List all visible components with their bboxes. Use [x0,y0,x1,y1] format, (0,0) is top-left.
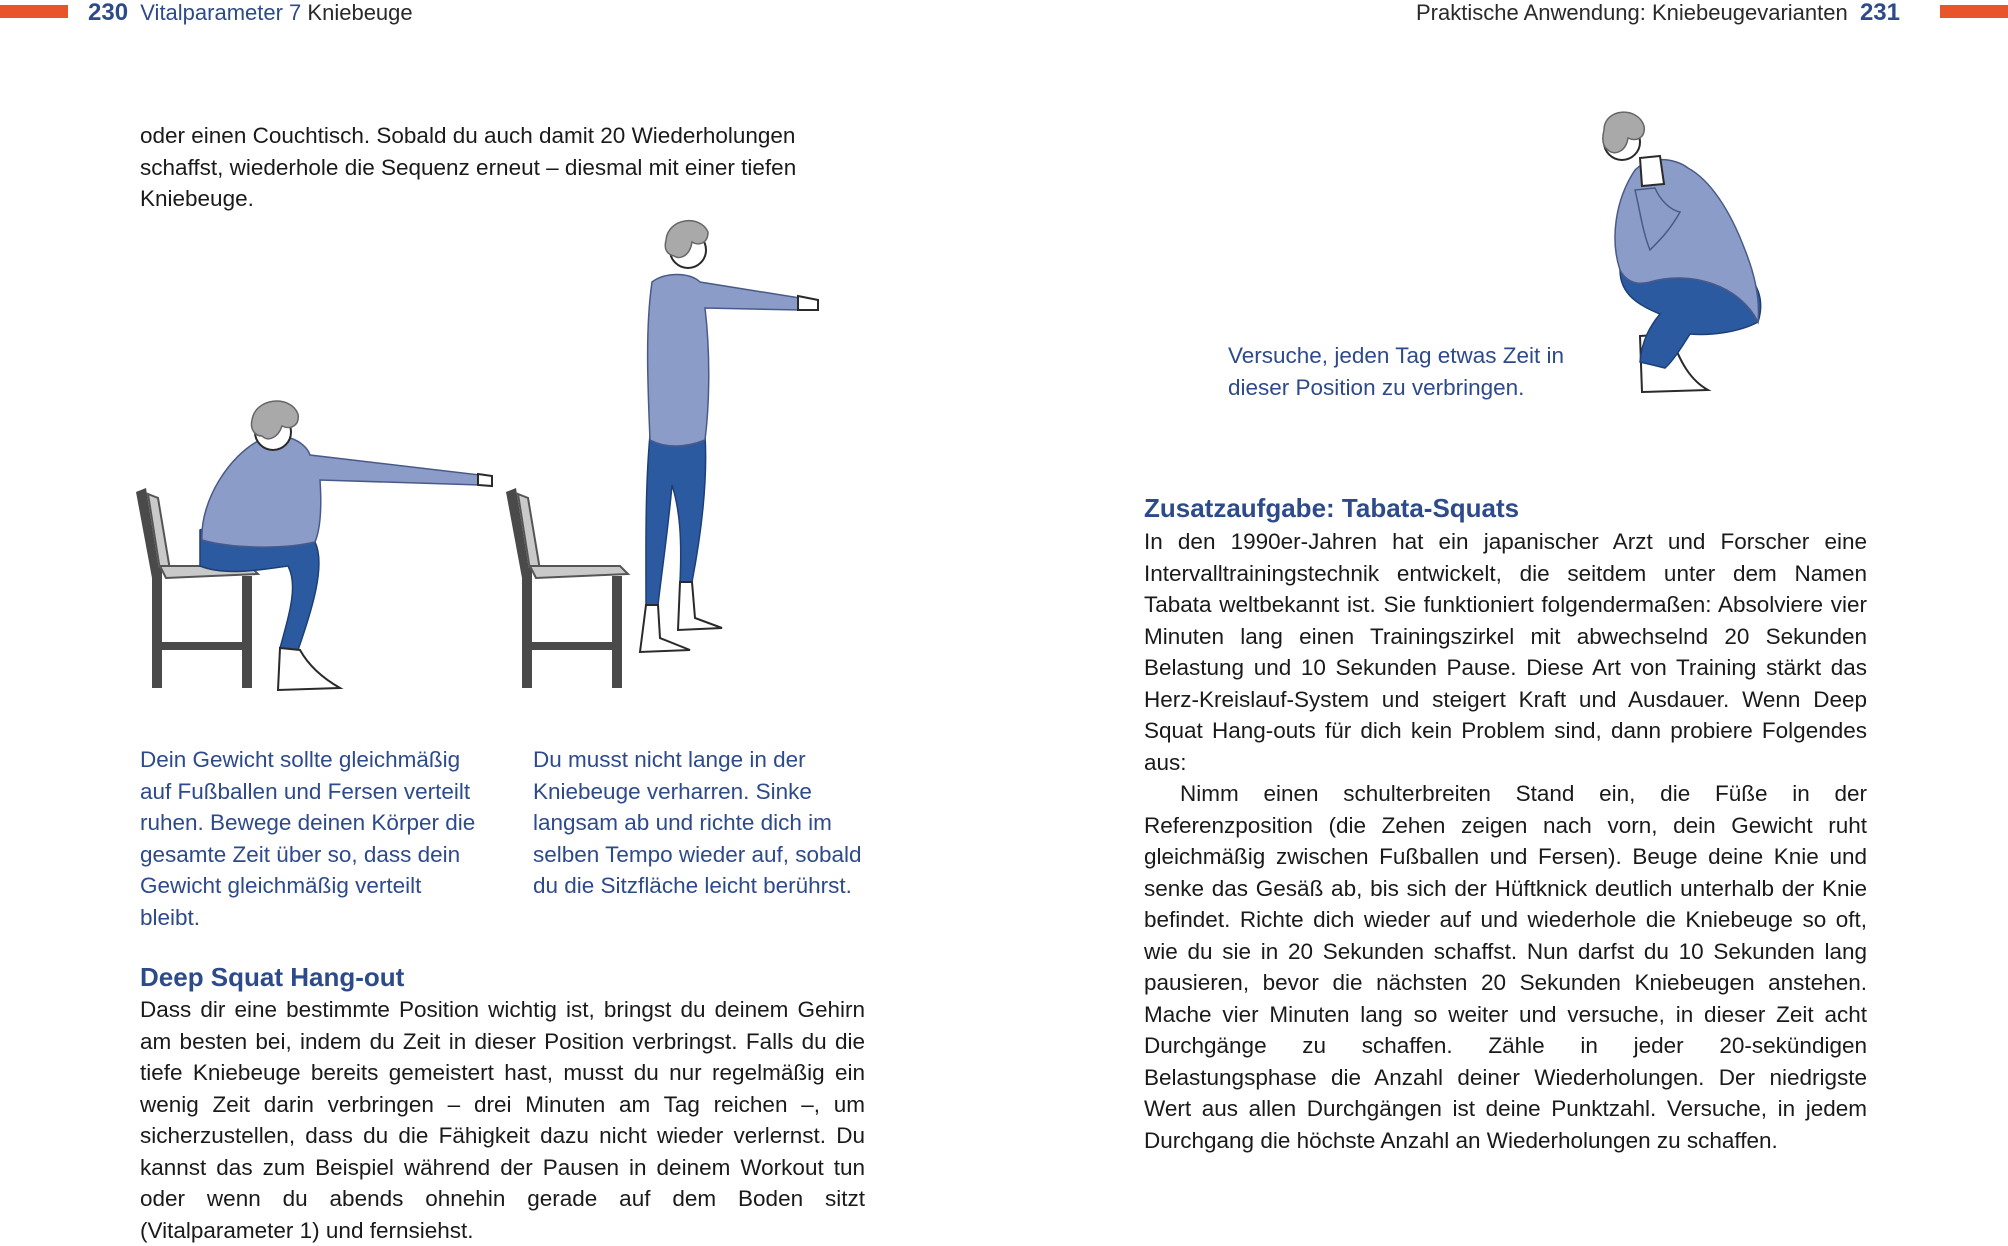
tabata-text [1144,526,1867,1156]
header-left [88,0,413,26]
page-number-left: 230 [88,0,129,26]
caption-deep-squat: Versuche, jeden Tag etwas Zeit in dieser Position zu verbringen. [1228,343,1565,400]
illustration-standing-squat [500,210,870,700]
illustration-deep-squat [1580,100,1780,400]
chapter-title: Kniebeuge [307,0,413,25]
header-right [1416,0,1900,26]
accent-bar-right [1940,5,2008,18]
heading-tabata: Zusatzaufgabe: Tabata-Squats [1144,493,1520,523]
deep-squat-paragraph: Dass dir eine bestimmte Position wichtig ist, bringst du deinem Gehirn am besten bei, indem du Zeit in dieser Position verbringst. Falls du die tiefe Kniebeuge bereits gemeistert hast, musst du nur regelmäßig ein wenig Zeit darin verbringen – drei Minuten am Tag reichen –, um sicherzustellen, dass du die Fähigkeit dazu nicht wieder verlernst. Du kannst das zum Beispiel während der Pausen in deinem Workout tun oder wenn du abends ohnehin gerade auf dem Boden sitzt (Vitalparameter 1) und fernsiehst. [140,997,865,1243]
caption-chair-squat: Dein Gewicht sollte gleichmäßig auf Fußballen und Fersen verteilt ruhen. Bewege deinen Körper die gesamte Zeit über so, dass dein Gewicht gleichmäßig verteilt bleibt. [140,747,476,930]
chapter-label: Vitalparameter 7 [140,0,302,25]
page-number-right: 231 [1859,0,1900,26]
tabata-paragraph-1: In den 1990er-Jahren hat ein japanischer Arzt und Forscher eine Intervalltrainingstechnik entwickelt, die seitdem unter dem Namen Tabata weltbekannt ist. Sie funktioniert folgendermaßen: Absolviere vier Minuten lang einen Trainingszirkel mit abwechselnd 20 Sekunden Belastung und 10 Sekunden Pause. Diese Art von Training stärkt das Herz-Kreislauf-System und steigert Kraft und Ausdauer. Wenn Deep Squat Hang-outs für dich kein Problem sind, dann probiere Folgendes aus: [1144,529,1867,775]
intro-paragraph: oder einen Couchtisch. Sobald du auch damit 20 Wiederholungen schaffst, wiederhole die Sequenz erneut – diesmal mit einer tiefen Kniebeuge. [140,123,797,211]
section-title-right: Praktische Anwendung: Kniebeugevarianten [1415,0,1848,25]
heading-deep-squat: Deep Squat Hang-out [140,962,405,992]
illustration-chair-squat [130,380,500,700]
tabata-paragraph-2: Nimm einen schulterbreiten Stand ein, die Füße in der Referenzposition (die Zehen zeigen nach vorn, dein Gewicht ruht gleichmäßig zwischen Fußballen und Fersen). Beuge deine Knie und senke das Gesäß ab, bis sich der Hüftknick deutlich unterhalb der Knie befindet. Richte dich wieder auf und wiederhole die Kniebeuge so oft, wie du sie in 20 Sekunden schaffst. Nun darfst du 10 Sekunden lang pausieren, bevor die nächsten 20 Sekunden Kniebeugen anstehen. Mache vier Minuten lang so weiter und versuche, in dieser Zeit acht Durchgänge zu schaffen. Zähle in jeder 20-sekündigen Belastungsphase die Anzahl deiner Wiederholungen. Der niedrigste Wert aus allen Durchgängen ist deine Punktzahl. Versuche, in jedem Durchgang die höchste Anzahl an Wiederholungen zu schaffen. [1144,781,1867,1153]
caption-standing-squat: Du musst nicht lange in der Kniebeuge verharren. Sinke langsam ab und richte dich im selben Tempo wieder auf, sobald du die Sitzfläche leicht berührst. [533,747,862,898]
accent-bar-left [0,5,68,18]
